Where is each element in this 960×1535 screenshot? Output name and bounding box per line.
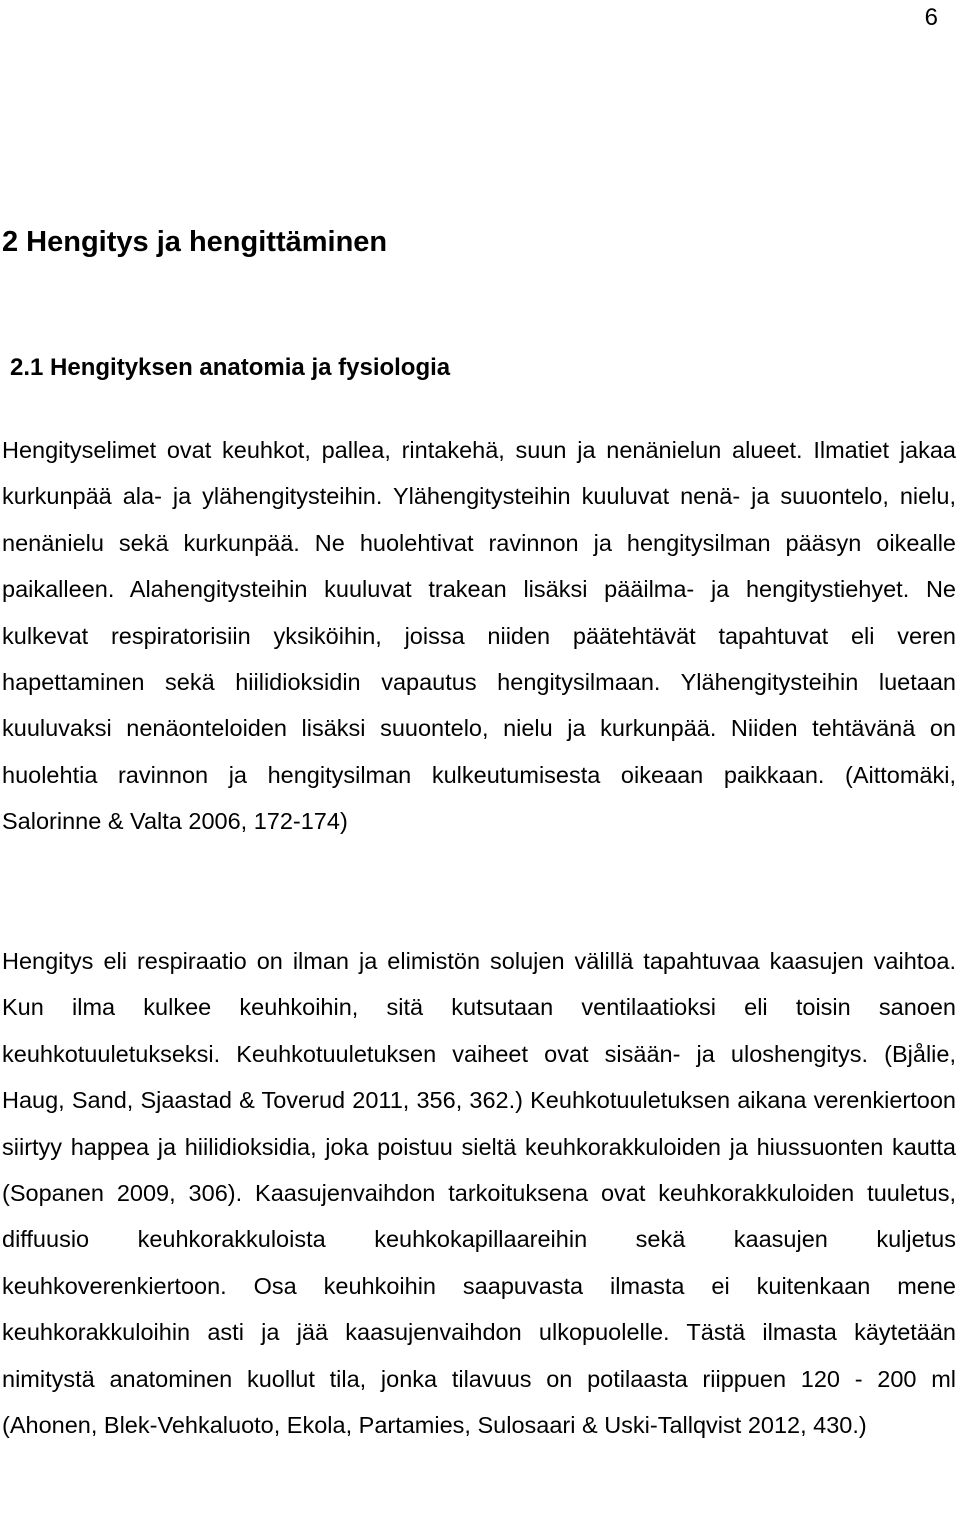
chapter-title: 2 Hengitys ja hengittäminen [2,226,388,258]
page-number: 6 [924,4,938,31]
body-paragraph-1: Hengityselimet ovat keuhkot, pallea, rintakehä, suun ja nenänielun alueet. Ilmatiet jakaa kurkunpää ala- ja ylähengitysteihin. Ylähengitysteihin kuuluvat nenä- ja suuontelo, nielu, nenänielu sekä kurkunpää. Ne huolehtivat ravinnon ja hengitysilman pääsyn oikealle paikalleen. Alahengitysteihin kuuluvat trakean lisäksi pääilma- ja hengitystiehyet. Ne kulkevat respiratorisiin yksiköihin, joissa niiden päätehtävät tapahtuvat eli veren hapettaminen sekä hiilidioksidin vapautus hengitysilmaan. Ylähengitysteihin luetaan kuuluvaksi nenäonteloiden lisäksi suuontelo, nielu ja kurkunpää. Niiden tehtävänä on huolehtia ravinnon ja hengitysilman kulkeutumisesta oikeaan paikkaan. (Aittomäki, Salorinne & Valta 2006, 172-174) [2,437,956,835]
body-paragraph-2: Hengitys eli respiraatio on ilman ja elimistön solujen välillä tapahtuvaa kaasujen vaihtoa. Kun ilma kulkee keuhkoihin, sitä kutsutaan ventilaatioksi eli toisin sanoen keuhkotuuletukseksi. Keuhkotuuletuksen vaiheet ovat sisään- ja uloshengitys. (Bjålie, Haug, Sand, Sjaastad & Toverud 2011, 356, 362.) Keuhkotuuletuksen aikana verenkiertoon siirtyy happea ja hiilidioksidia, joka poistuu sieltä keuhkorakkuloiden ja hiussuonten kautta (Sopanen 2009, 306). Kaasujenvaihdon tarkoituksena ovat keuhkorakkuloiden tuuletus, diffuusio keuhkorakkuloista keuhkokapillaareihin sekä kaasujen kuljetus keuhkoverenkiertoon. Osa keuhkoihin saapuvasta ilmasta ei kuitenkaan mene keuhkorakkuloihin asti ja jää kaasujenvaihdon ulkopuolelle. Tästä ilmasta käytetään nimitystä anatominen kuollut tila, jonka tilavuus on potilaasta riippuen 120 - 200 ml (Ahonen, Blek-Vehkaluoto, Ekola, Partamies, Sulosaari & Uski-Tallqvist 2012, 430.) [2,948,956,1439]
section-title: 2.1 Hengityksen anatomia ja fysiologia [10,354,451,381]
